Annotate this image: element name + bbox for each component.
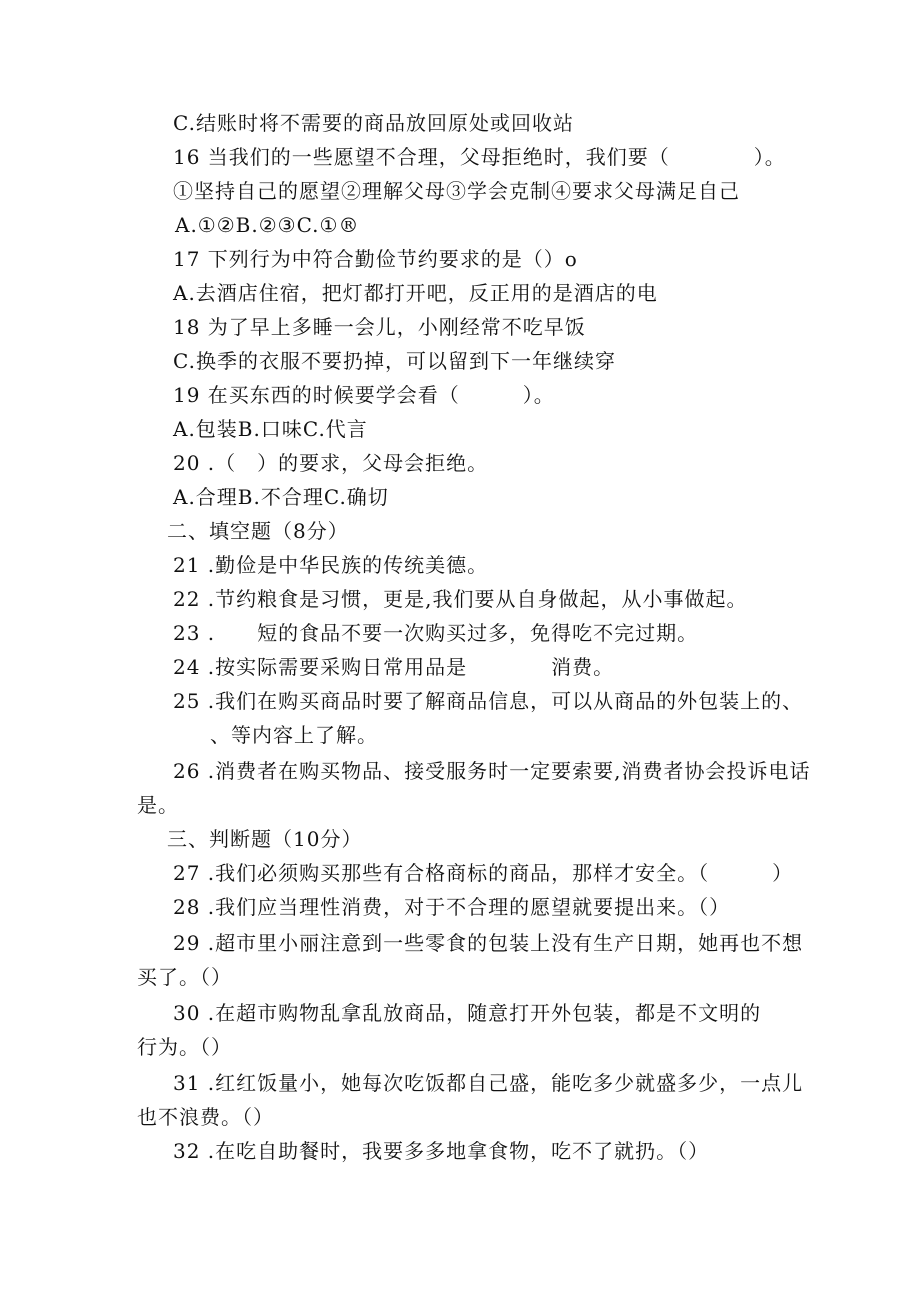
question-32: 32 .在吃自助餐时，我要多多地拿食物，吃不了就扔。（） bbox=[173, 1139, 710, 1163]
question-27: 27 .我们必须购买那些有合格商标的商品，那样才安全。（ ） bbox=[173, 861, 794, 885]
question-18-option-c: C.换季的衣服不要扔掉，可以留到下一年继续穿 bbox=[173, 349, 616, 373]
question-17-option-a: A.去酒店住宿，把灯都打开吧，反正用的是酒店的电 bbox=[173, 281, 658, 305]
question-24: 24 .按实际需要采购日常用品是 消费。 bbox=[173, 655, 615, 679]
question-26-continued: 是。 bbox=[137, 793, 179, 817]
question-26: 26 .消费者在购买物品、接受服务时一定要索要,消费者协会投诉电话 bbox=[173, 759, 811, 783]
question-30-continued: 行为。（） bbox=[137, 1035, 232, 1059]
question-25: 25 .我们在购买商品时要了解商品信息，可以从商品的外包装上的、 bbox=[173, 689, 804, 713]
question-18: 18 为了早上多睡一会儿，小刚经常不吃早饭 bbox=[173, 315, 586, 339]
question-31: 31 .红红饭量小，她每次吃饭都自己盛，能吃多少就盛多少，一点儿 bbox=[173, 1071, 804, 1095]
question-19-options: A.包装B.口味C.代言 bbox=[173, 417, 368, 441]
question-17: 17 下列行为中符合勤俭节约要求的是（）o bbox=[173, 247, 578, 271]
question-29-continued: 买了。（） bbox=[137, 965, 232, 989]
question-22: 22 .节约粮食是习惯，更是,我们要从自身做起，从小事做起。 bbox=[173, 587, 748, 611]
section-true-false-heading: 三、判断题（10分） bbox=[167, 827, 363, 851]
question-31-continued: 也不浪费。（） bbox=[137, 1105, 274, 1129]
section-fill-in-heading: 二、填空题（8分） bbox=[167, 519, 349, 543]
question-19: 19 在买东西的时候要学会看（ ）。 bbox=[173, 383, 555, 407]
question-25-continued: 、等内容上了解。 bbox=[210, 723, 378, 747]
question-16: 16 当我们的一些愿望不合理，父母拒绝时，我们要（ ）。 bbox=[173, 145, 786, 169]
question-16-options: A.①②B.②③C.①® bbox=[175, 213, 360, 237]
question-30: 30 .在超市购物乱拿乱放商品，随意打开外包装，都是不文明的 bbox=[173, 1001, 762, 1025]
question-20: 20 .（ ）的要求，父母会拒绝。 bbox=[173, 451, 489, 475]
question-21: 21 .勤俭是中华民族的传统美德。 bbox=[173, 553, 489, 577]
question-29: 29 .超市里小丽注意到一些零食的包装上没有生产日期，她再也不想 bbox=[173, 931, 804, 955]
question-20-options: A.合理B.不合理C.确切 bbox=[173, 485, 389, 509]
option-c-checkout: C.结账时将不需要的商品放回原处或回收站 bbox=[173, 111, 574, 135]
question-23: 23 . 短的食品不要一次购买过多，免得吃不完过期。 bbox=[173, 621, 699, 645]
question-28: 28 .我们应当理性消费，对于不合理的愿望就要提出来。（） bbox=[173, 895, 731, 919]
question-16-choices: ①坚持自己的愿望②理解父母③学会克制④要求父母满足自己 bbox=[173, 179, 740, 203]
